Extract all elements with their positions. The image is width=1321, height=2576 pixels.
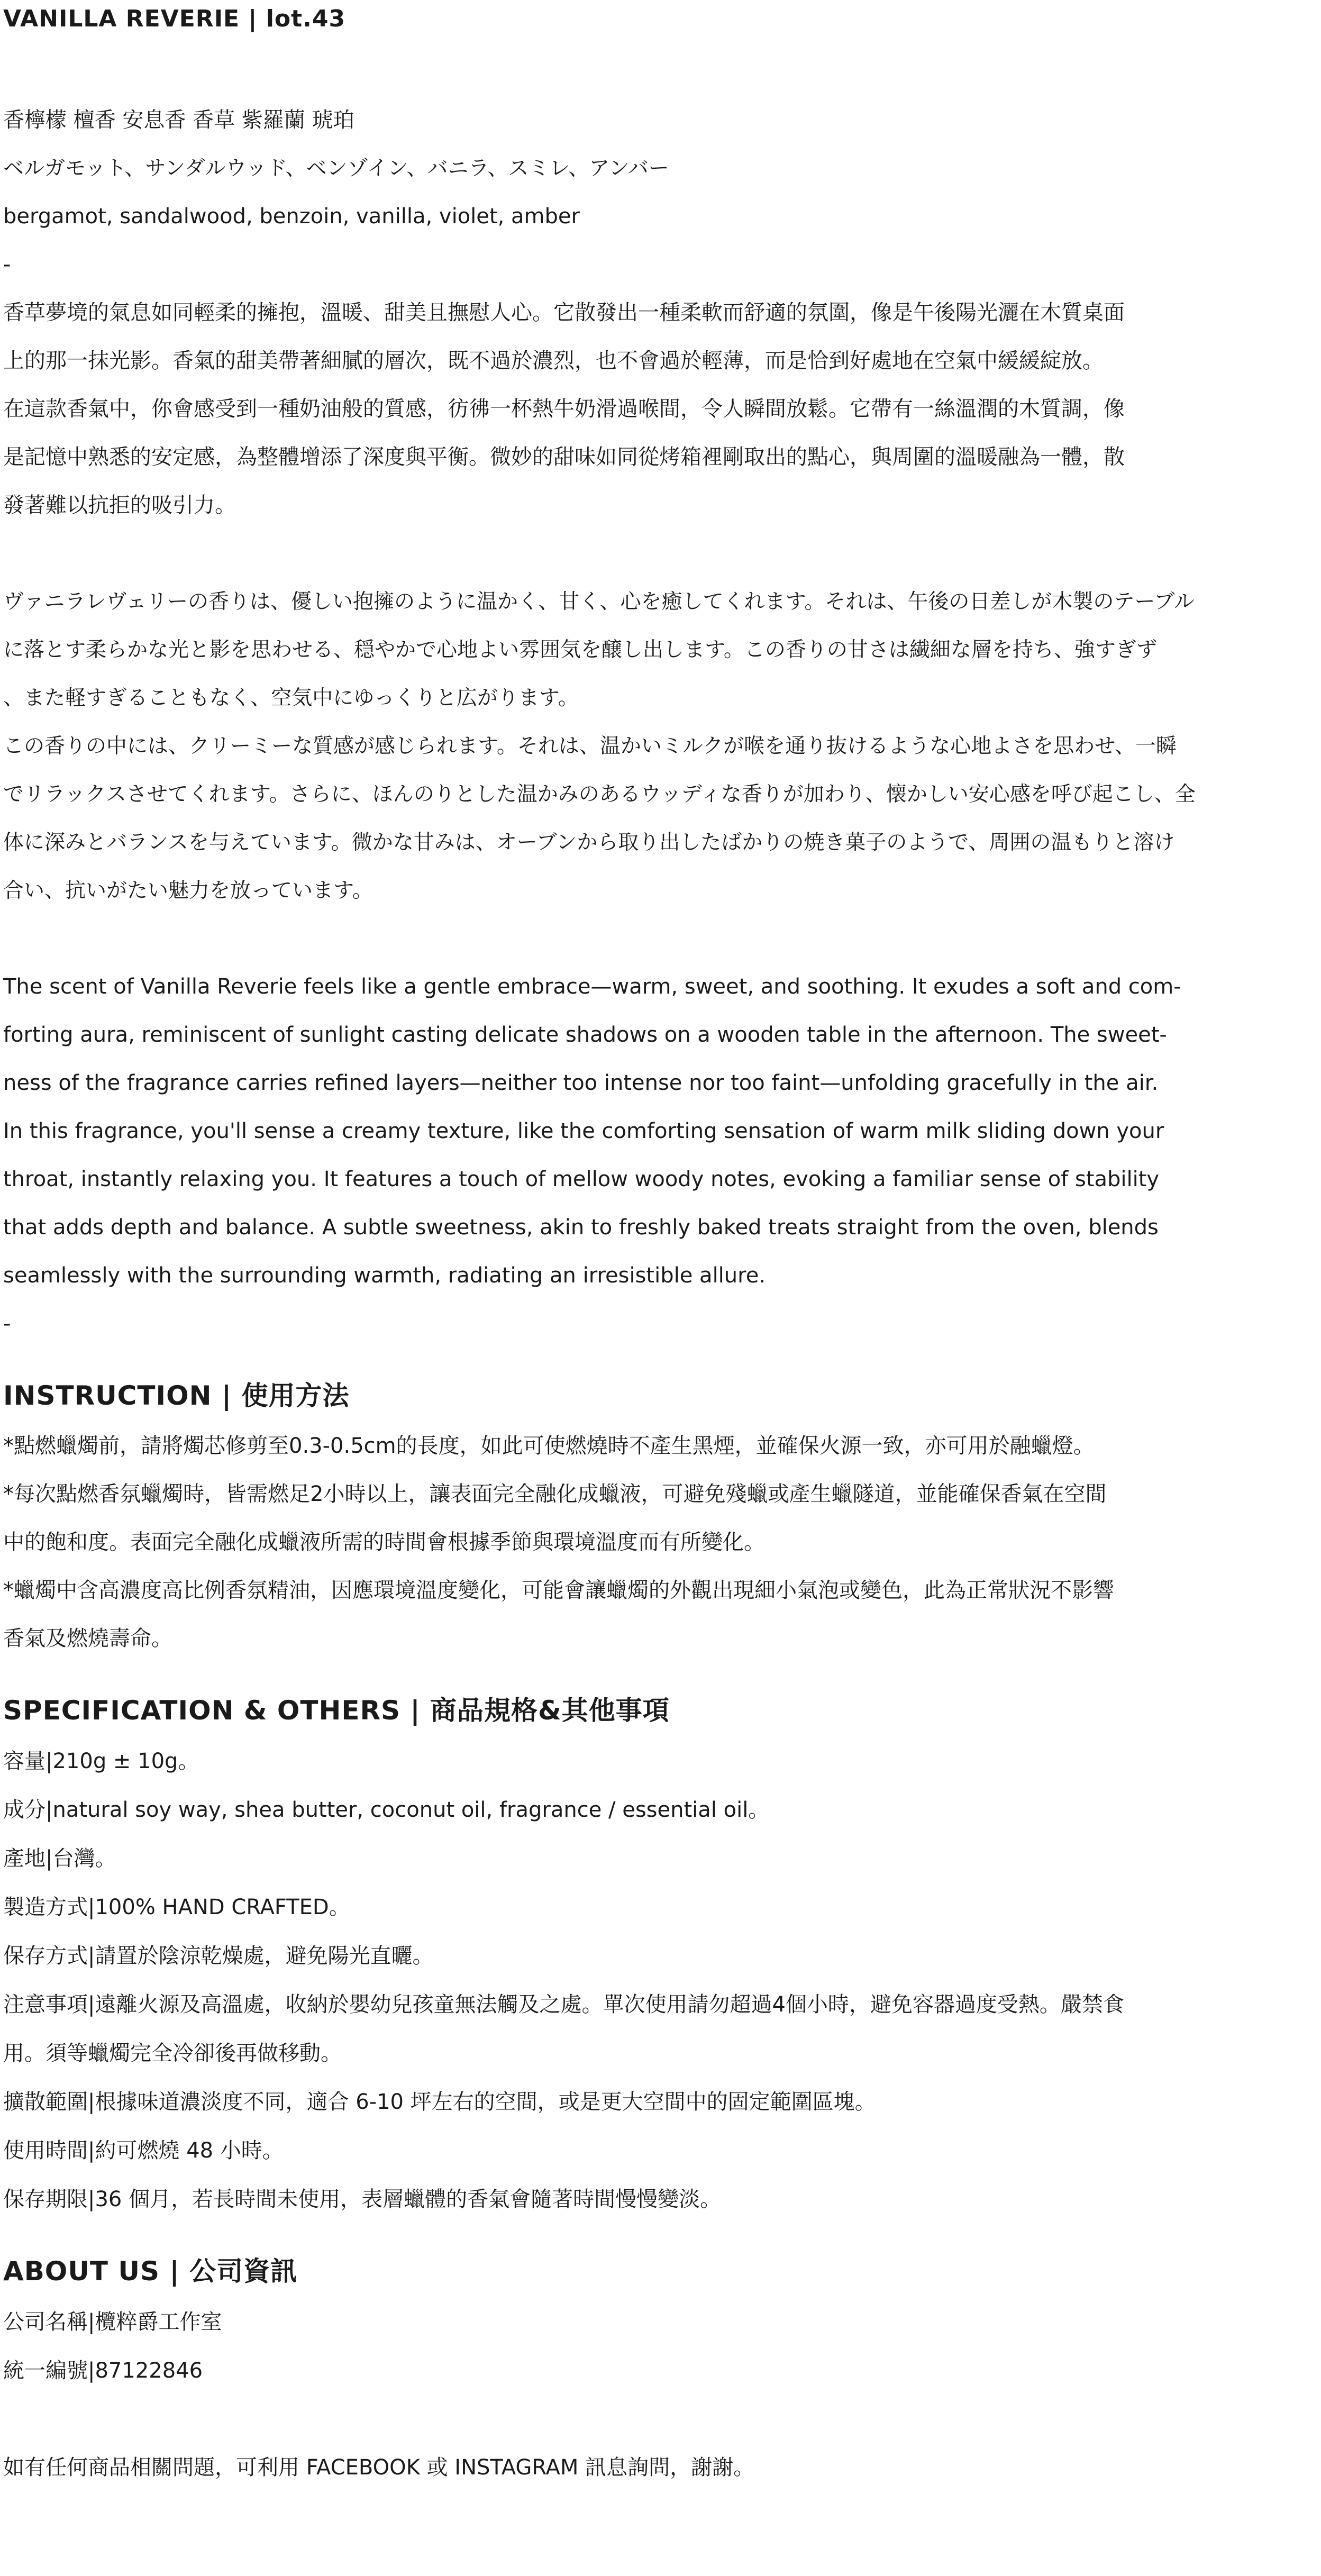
spec-storage: 保存方式|請置於陰涼乾燥處，避免陽光直曬。: [3, 1944, 434, 1968]
spec-caution: 注意事項|遠離火源及高溫處，收納於嬰幼兒孩童無法觸及之處。單次使用請勿超過4個小時，避免容器過度受熱。嚴禁食: [3, 1992, 1124, 2017]
description-line: 、また軽すぎることもなく、空気中にゆっくりと広がります。: [3, 686, 579, 710]
description-line: seamlessly with the surrounding warmth, radiating an irresistible allure.: [3, 1263, 766, 1288]
description-en: [3, 963, 1318, 1348]
notes-en: bergamot, sandalwood, benzoin, vanilla, violet, amber: [3, 204, 580, 229]
divider-dash: -: [3, 1312, 11, 1336]
about-heading: ABOUT US | 公司資訊: [3, 2256, 298, 2287]
description-line: ヴァニラレヴェリーの香りは、優しい抱擁のように温かく、甘く、心を癒してくれます。それは、午後の日差しが木製のテーブル: [3, 590, 1195, 614]
instruction-line: *每次點燃香氛蠟燭時，皆需燃足2小時以上，讓表面完全融化成蠟液，可避免殘蠟或產生蠟隧道，並能確保香氣在空間: [3, 1482, 1107, 1506]
contact-note: 如有任何商品相關問題，可利用 FACEBOOK 或 INSTAGRAM 訊息詢問，謝謝。: [3, 2455, 755, 2480]
spec-manufacturing: 製造方式|100% HAND CRAFTED。: [3, 1895, 350, 1919]
description-line: The scent of Vanilla Reverie feels like a gentle embrace—warm, sweet, and soothing. It exudes a soft and com-: [3, 975, 1181, 999]
instruction-line: *點燃蠟燭前，請將燭芯修剪至0.3-0.5cm的長度，如此可使燃燒時不產生黑煙，並確保火源一致，亦可用於融蠟燈。: [3, 1434, 1095, 1458]
about-section: [3, 2245, 1318, 2492]
description-line: に落とす柔らかな光と影を思わせる、穏やかで心地よい雰囲気を醸し出します。この香りの甘さは繊細な層を持ち、強すぎず: [3, 638, 1157, 662]
instruction-line: *蠟燭中含高濃度高比例香氛精油，因應環境溫度變化，可能會讓蠟燭的外觀出現細小氣泡或變色，此為正常狀況不影響: [3, 1578, 1114, 1603]
spacer: [3, 1663, 1318, 1684]
description-line: 在這款香氣中，你會感受到一種奶油般的質感，彷彿一杯熱牛奶滑過喉間，令人瞬間放鬆。它帶有一絲溫潤的木質調，像: [3, 397, 1125, 421]
description-line: 香草夢境的氣息如同輕柔的擁抱，溫暖、甜美且撫慰人心。它散發出一種柔軟而舒適的氛圍，像是午後陽光灑在木質桌面: [3, 301, 1125, 325]
spacer: [3, 2224, 1318, 2245]
description-line: that adds depth and balance. A subtle sweetness, akin to freshly baked treats straight from the oven, blends: [3, 1215, 1159, 1240]
product-title: VANILLA REVERIE | lot.43: [3, 5, 346, 32]
spec-shelf-life: 保存期限|36 個月，若長時間未使用，表層蠟體的香氣會隨著時間慢慢變淡。: [3, 2187, 722, 2211]
description-line: でリラックスさせてくれます。さらに、ほんのりとした温かみのあるウッディな香りが加わり、懐かしい安心感を呼び起こし、全: [3, 782, 1196, 806]
description-line: throat, instantly relaxing you. It features a touch of mellow woody notes, evoking a familiar sense of stability: [3, 1167, 1160, 1191]
spacer: [3, 1348, 1318, 1369]
spacer: [3, 2395, 1318, 2443]
spec-capacity: 容量|210g ± 10g。: [3, 1749, 199, 1773]
description-line: 是記憶中熟悉的安定感，為整體增添了深度與平衡。微妙的甜味如同從烤箱裡剛取出的點心，與周圍的溫暖融為一體，散: [3, 445, 1125, 469]
divider-dash: -: [3, 252, 11, 277]
notes-ja: ベルガモット、サンダルウッド、ベンゾイン、バニラ、スミレ、アンバー: [3, 157, 669, 180]
spec-ingredients: 成分|natural soy way, shea butter, coconut oil, fragrance / essential oil。: [3, 1798, 770, 1822]
notes-zh: 香檸檬 檀香 安息香 香草 紫羅蘭 琥珀: [3, 108, 354, 132]
description-line: この香りの中には、クリーミーな質感が感じられます。それは、温かいミルクが喉を通り抜けるような心地よさを思わせ、一瞬: [3, 734, 1177, 758]
fragrance-notes: [3, 96, 1318, 289]
description-zh: [3, 289, 1318, 530]
instruction-heading: INSTRUCTION | 使用方法: [3, 1380, 350, 1411]
description-line: 体に深みとバランスを与えています。微かな甘みは、オーブンから取り出したばかりの焼き菓子のようで、周囲の温もりと溶け: [3, 831, 1175, 854]
description-line: ness of the fragrance carries refined layers—neither too intense nor too faint—unfolding gracefully in the air.: [3, 1071, 1159, 1095]
description-line: In this fragrance, you'll sense a creamy texture, like the comforting sensation of warm milk sliding down your: [3, 1119, 1164, 1143]
description-line: 合い、抗いがたい魅力を放っています。: [3, 879, 373, 903]
spacer: [3, 915, 1318, 963]
spec-diffusion: 擴散範圍|根據味道濃淡度不同，適合 6-10 坪左右的空間，或是更大空間中的固定範圍區塊。: [3, 2090, 876, 2114]
description-ja: [3, 578, 1318, 915]
spacer: [3, 38, 1318, 96]
instruction-line: 中的飽和度。表面完全融化成蠟液所需的時間會根據季節與環境溫度而有所變化。: [3, 1530, 765, 1554]
spec-caution-cont: 用。須等蠟燭完全冷卻後再做移動。: [3, 2041, 342, 2065]
spacer: [3, 530, 1318, 578]
specification-heading: SPECIFICATION & OTHERS | 商品規格&其他事項: [3, 1695, 670, 1726]
description-line: 上的那一抹光影。香氣的甜美帶著細膩的層次，既不過於濃烈，也不會過於輕薄，而是恰到好處地在空氣中緩緩綻放。: [3, 349, 1104, 373]
instruction-line: 香氣及燃燒壽命。: [3, 1626, 172, 1651]
tax-id: 統一編號|87122846: [3, 2359, 203, 2383]
description-line: forting aura, reminiscent of sunlight casting delicate shadows on a wooden table in the afternoon. The sweet-: [3, 1023, 1167, 1047]
instruction-section: [3, 1369, 1318, 1663]
specification-section: [3, 1684, 1318, 2224]
description-line: 發著難以抗拒的吸引力。: [3, 493, 236, 517]
spec-burn-time: 使用時間|約可燃燒 48 小時。: [3, 2138, 284, 2163]
company-name: 公司名稱|欖粹爵工作室: [3, 2310, 222, 2334]
spec-origin: 產地|台灣。: [3, 1846, 116, 1871]
